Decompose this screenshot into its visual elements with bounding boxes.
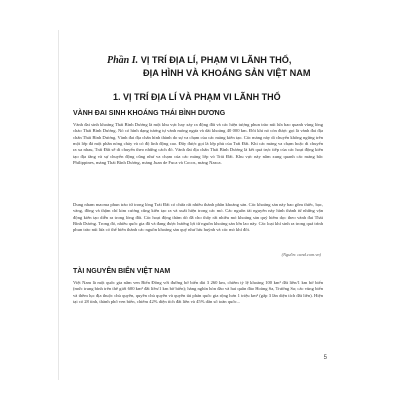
section-title: 1. VỊ TRÍ ĐỊA LÍ VÀ PHẠM VI LÃNH THỔ bbox=[113, 92, 281, 102]
subheading-marine-resources: TÀI NGUYÊN BIỂN VIỆT NAM bbox=[73, 268, 171, 275]
part-title-line1: VỊ TRÍ ĐỊA LÍ, PHẠM VI LÃNH THỔ, bbox=[140, 55, 292, 65]
book-page bbox=[58, 30, 349, 380]
paragraph-marine-resources: Việt Nam là một quốc gia nằm ven Biển Đông với đường bờ biển dài 3 260 km, chiếm tỷ lệ khoảng 100 km² đất liền/1 km bờ biển (mức trung bình trên thế giới 600 km² đất liền/1 km bờ biển); hàng nghìn hòn đảo và hai quần đảo Hoàng Sa, Trường Sa; các vùng biển và thềm lục địa thuộc chủ quyền, quyền chủ quyền và quyền tài phán quốc gia rộng hơn 1 triệu km² (gấp 3 lần diện tích đất liền). Hiện tại có 28 tỉnh, thành phố ven biển, chiếm 42% diện tích đất liền và 45% dân số toàn quốc... bbox=[73, 280, 323, 305]
subheading-pacific-belt: VÀNH ĐAI SINH KHOÁNG THÁI BÌNH DƯƠNG bbox=[73, 110, 226, 117]
part-title-line2: ĐỊA HÌNH VÀ KHOÁNG SẢN VIỆT NAM bbox=[143, 68, 311, 78]
page-number: 5 bbox=[323, 355, 327, 361]
part-header bbox=[107, 54, 347, 80]
paragraph-minerals: Dung nham macma phun trào từ trong lòng Trái Đất có chứa rất nhiều thành phần khoáng sản. Các khoáng sản này bao gồm thiếc, bạc, vàng, đồng và thậm chí kim cương cũng kiến tạo ra và xuất hiện trong các mỏ. Các nguồn tài nguyên này hình thành từ những vận động kiến tạo diễn ra trong lòng đất. Các hoạt động thăm dò đã cho thấy rất nhiều mỏ khoáng sản quý hiếm dọc theo vành đai Thái Bình Dương. Trong đó, nhiều quốc gia đã và đang được hưởng lợi từ nguồn khoáng sản lớn lao này. Các loại khí sinh ra trong quá trình phun trào núi lửa có thể biến thành các nguồn khoáng sản quý như lưu huỳnh và các mỏ khí đốt. bbox=[73, 202, 323, 233]
part-label: Phần I. bbox=[107, 55, 139, 66]
source-citation: (Nguồn: cand.com.vn) bbox=[281, 252, 321, 257]
paragraph-pacific-belt: Vành đai sinh khoáng Thái Bình Dương là một khu vực hay xảy ra động đất và các hiện tượng phun trào núi lửa bao quanh vùng lòng chảo Thái Bình Dương. Nó có hình dạng tương tự vành móng ngựa và dài khoảng 40 000 km. Đôi khi nó còn được gọi là vành đai địa chấn Thái Bình Dương. Vành đai địa chấn hình thành do sự va chạm của các mảng kiến tạo. Các mảng này di chuyển không ngừng trên một lớp đá một phần nóng chảy và có độ linh động cao. Đây được gọi là lớp phủ của Trái Đất. Khi các mảng va chạm hoặc di chuyển ra xa nhau, Trái Đất sẽ di chuyển theo những cách đó. Vành đai địa chấn Thái Bình Dương là kết quả trực tiếp của các hoạt động kiến tạo địa tầng và sự chuyển động cũng như va chạm của các mảng lớp vỏ Trái Đất. Khu vực này nằm xung quanh các mảng bắc Philippines, mảng Thái Bình Dương, mảng Juan de Fuca và Cocos, mảng Nazca. bbox=[73, 122, 323, 166]
